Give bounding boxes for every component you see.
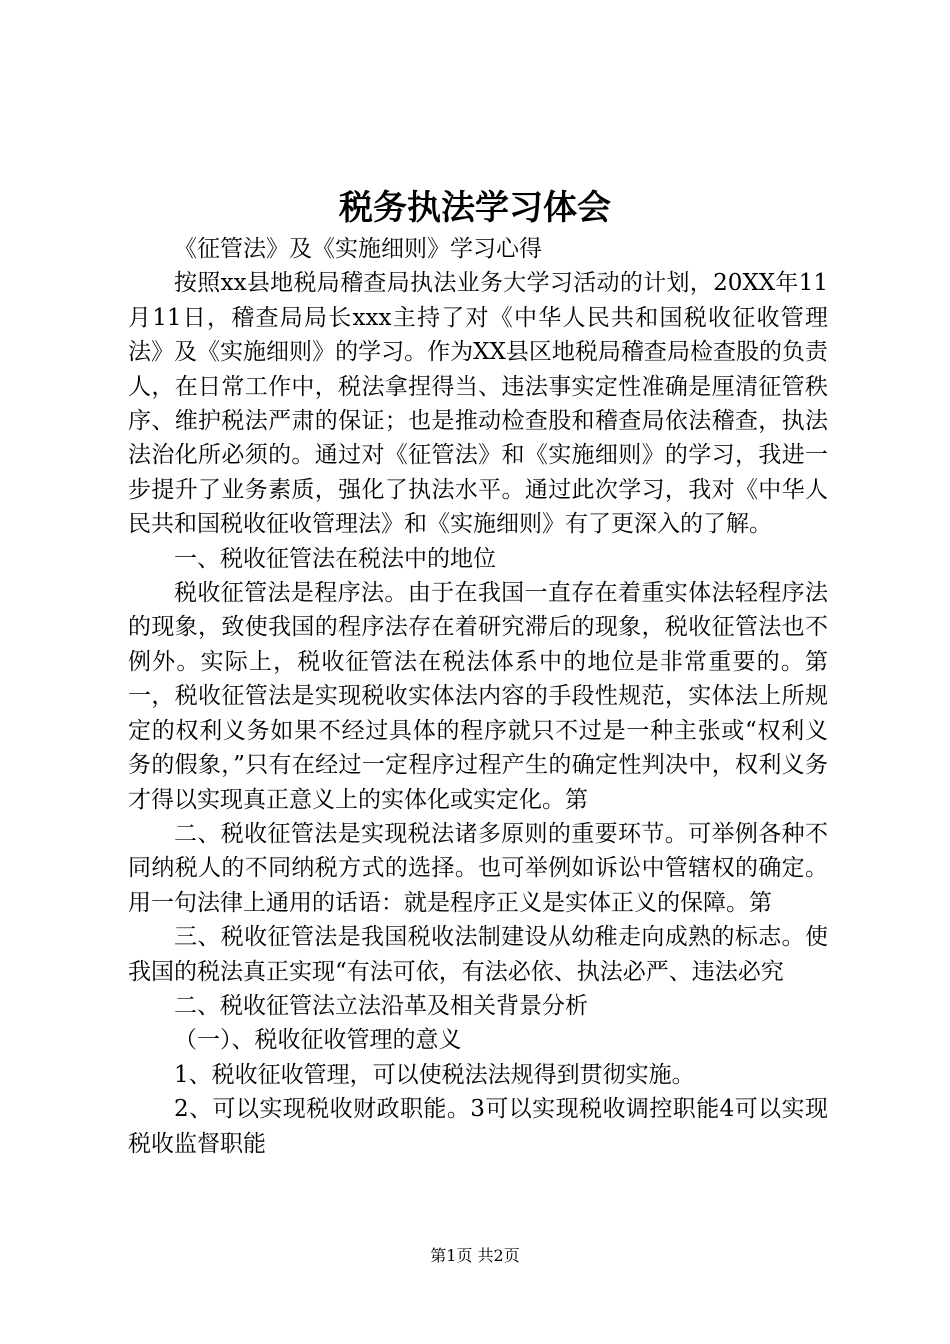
section-heading-1: 一、税收征管法在税法中的地位 <box>174 545 496 572</box>
subtitle-line: 《征管法》及《实施细则》学习心得 <box>174 236 542 262</box>
list-item-2: 2、可以实现税收财政职能。3可以实现税收调控职能4可以实现税收监督职能 <box>128 1096 828 1157</box>
subsection-heading-1: （一）、税收征收管理的意义 <box>174 1027 462 1054</box>
paragraph-procedural-law: 税收征管法是程序法。由于在我国一直存在着重实体法轻程序法的现象，致使我国的程序法存在着研究滞后的现象，税收征管法也不例外。实际上，税收征管法在税法体系中的地位是非常重要的。第一，税收征管法是实现税收实体法内容的手段性规范，实体法上所规定的权利义务如果不经过具体的程序就只不过是一种主张或“权利义务的假象，”只有在经过一定程序过程产生的确定性判决中，权利义务才得以实现真正意义上的实体化或实定化。第 <box>128 580 828 813</box>
section-heading-2: 二、税收征管法立法沿革及相关背景分析 <box>174 992 588 1019</box>
document-title: 税务执法学习体会 <box>339 188 611 228</box>
document-body <box>128 232 828 1161</box>
page-footer: 第1页 共2页 <box>430 1246 520 1265</box>
paragraph-maturity: 三、税收征管法是我国税收法制建设从幼稚走向成熟的标志。使我国的税法真正实现“有法可依，有法必依、执法必严、违法必究 <box>128 924 828 985</box>
list-item-1: 1、税收征收管理，可以使税法法规得到贯彻实施。 <box>174 1061 695 1088</box>
paragraph-principles: 二、税收征管法是实现税法诸多原则的重要环节。可举例各种不同纳税人的不同纳税方式的选择。也可举例如诉讼中管辖权的确定。用一句法律上通用的话语：就是程序正义是实体正义的保障。第 <box>128 820 828 916</box>
paragraph-intro: 按照xx县地税局稽查局执法业务大学习活动的计划，20XX年11月11日，稽查局局长xxx主持了对《中华人民共和国税收征收管理法》及《实施细则》的学习。作为XX县区地税局稽查局检查股的负责人，在日常工作中，税法拿捏得当、违法事实定性准确是厘清征管秩序、维护税法严肃的保证；也是推动检查股和稽查局依法稽查，执法法治化所必须的。通过对《征管法》和《实施细则》的学习，我进一步提升了业务素质，强化了执法水平。通过此次学习，我对《中华人民共和国税收征收管理法》和《实施细则》有了更深入的了解。 <box>128 270 828 538</box>
